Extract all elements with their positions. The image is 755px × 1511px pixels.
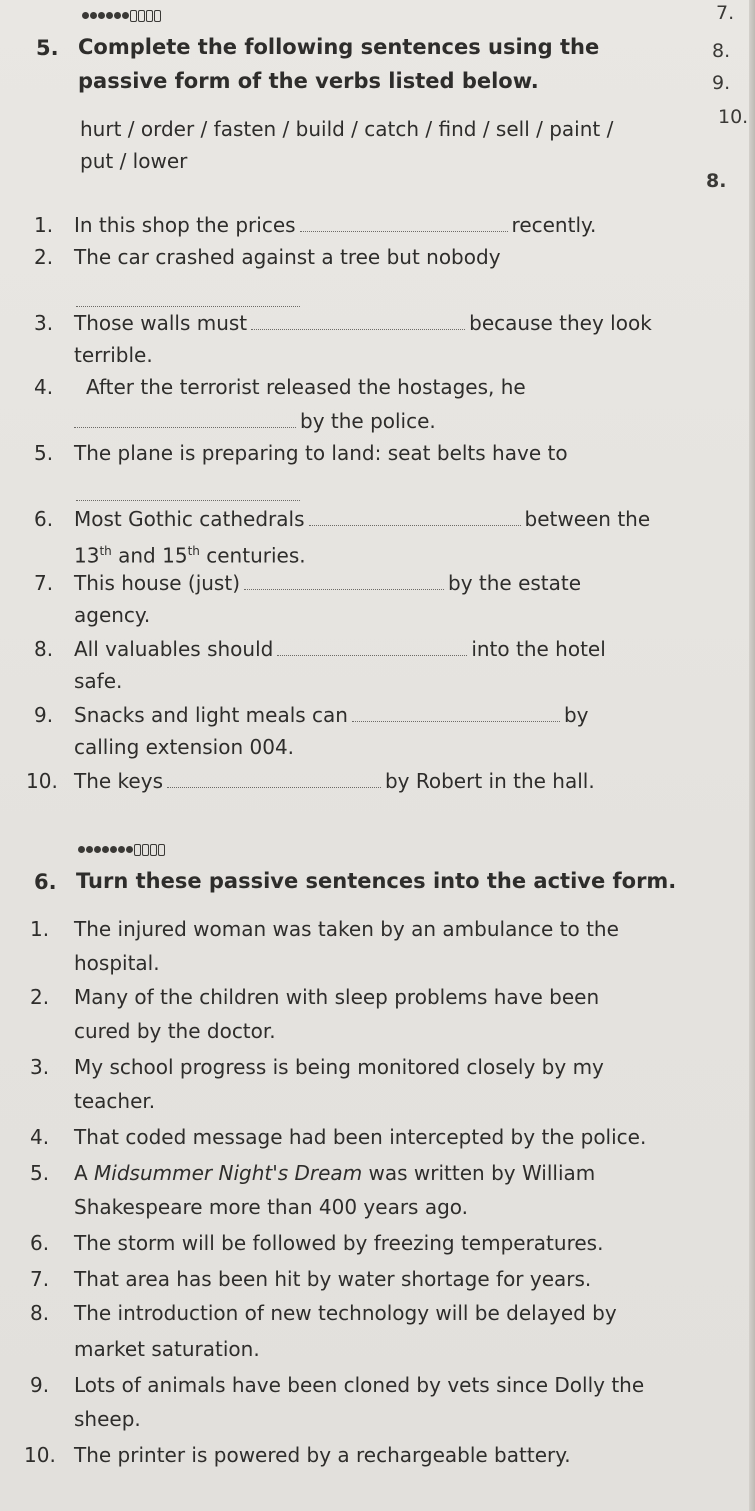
sentence: Lots of animals have been cloned by vets since Dolly the xyxy=(74,1373,645,1397)
answer-blank[interactable] xyxy=(244,588,444,590)
sentence-continued: terrible. xyxy=(74,343,153,367)
sentence: That area has been hit by water shortage for years. xyxy=(74,1267,592,1291)
sentence-continued: hospital. xyxy=(74,951,160,975)
sentence: This house (just) by the estate xyxy=(74,571,582,595)
margin-number: 8. xyxy=(706,170,727,192)
item-number: 4. xyxy=(30,1125,50,1149)
answer-blank[interactable] xyxy=(352,720,560,722)
margin-number: 9. xyxy=(712,72,731,94)
verb-list: put / lower xyxy=(80,149,188,173)
item-number: 6. xyxy=(34,507,54,531)
item-number: 4. xyxy=(34,375,54,399)
exercise-title: Turn these passive sentences into the active form. xyxy=(76,869,677,893)
sentence: After the terrorist released the hostages, he xyxy=(86,375,526,399)
sentence: Those walls must because they look xyxy=(74,311,652,335)
item-number: 2. xyxy=(34,245,54,269)
answer-blank[interactable] xyxy=(277,654,467,656)
margin-number: 10. xyxy=(718,106,749,128)
sentence: Snacks and light meals can by xyxy=(74,703,589,727)
sentence: The printer is powered by a rechargeable battery. xyxy=(74,1443,571,1467)
sentence-continued: Shakespeare more than 400 years ago. xyxy=(74,1195,469,1219)
difficulty-indicator xyxy=(78,842,166,856)
sentence-continued: calling extension 004. xyxy=(74,735,295,759)
item-number: 3. xyxy=(34,311,54,335)
verb-list: hurt / order / fasten / build / catch / find / sell / paint / xyxy=(80,117,614,141)
sentence: Many of the children with sleep problems have been xyxy=(74,985,600,1009)
exercise-number: 6. xyxy=(34,870,57,894)
sentence: My school progress is being monitored closely by my xyxy=(74,1055,604,1079)
sentence: The injured woman was taken by an ambulance to the xyxy=(74,917,619,941)
item-number: 1. xyxy=(34,213,54,237)
answer-blank[interactable] xyxy=(167,786,381,788)
sentence: The keys by Robert in the hall. xyxy=(74,769,595,793)
sentence: The introduction of new technology will be delayed by xyxy=(74,1301,617,1325)
item-number: 10. xyxy=(26,769,58,793)
sentence-continued: by the police. xyxy=(74,404,436,438)
difficulty-indicator xyxy=(82,8,162,22)
item-number: 7. xyxy=(34,571,54,595)
item-number: 6. xyxy=(30,1231,50,1255)
sentence: Most Gothic cathedrals between the xyxy=(74,507,651,531)
sentence: The storm will be followed by freezing temperatures. xyxy=(74,1231,604,1255)
answer-blank[interactable] xyxy=(309,524,521,526)
sentence: All valuables should into the hotel xyxy=(74,637,606,661)
sentence: In this shop the prices recently. xyxy=(74,213,597,237)
item-number: 9. xyxy=(30,1373,50,1397)
answer-blank[interactable] xyxy=(300,230,508,232)
item-number: 5. xyxy=(30,1161,50,1185)
item-number: 8. xyxy=(30,1301,50,1325)
item-number: 2. xyxy=(30,985,50,1009)
sentence-continued: cured by the doctor. xyxy=(74,1019,276,1043)
item-number: 8. xyxy=(34,637,54,661)
sentence-continued: market saturation. xyxy=(74,1337,260,1361)
answer-blank[interactable] xyxy=(251,328,465,330)
exercise-number: 5. xyxy=(36,36,59,60)
item-number: 3. xyxy=(30,1055,50,1079)
answer-blank[interactable] xyxy=(74,426,296,428)
sentence: The plane is preparing to land: seat belts have to xyxy=(74,441,568,465)
sentence-continued: safe. xyxy=(74,669,123,693)
sentence: That coded message had been intercepted by the police. xyxy=(74,1125,647,1149)
page-edge xyxy=(749,0,755,1511)
margin-number: 8. xyxy=(712,40,731,62)
sentence: A Midsummer Night's Dream was written by William xyxy=(74,1161,596,1185)
sentence: The car crashed against a tree but nobody xyxy=(74,245,501,269)
margin-number: 7. xyxy=(716,2,735,24)
sentence-continued: sheep. xyxy=(74,1407,141,1431)
sentence-continued: agency. xyxy=(74,603,151,627)
item-number: 9. xyxy=(34,703,54,727)
sentence-continued: 13th and 15th centuries. xyxy=(74,543,306,568)
item-number: 1. xyxy=(30,917,50,941)
item-number: 10. xyxy=(24,1443,56,1467)
sentence-continued: teacher. xyxy=(74,1089,156,1113)
exercise-title: passive form of the verbs listed below. xyxy=(78,69,539,93)
item-number: 7. xyxy=(30,1267,50,1291)
item-number: 5. xyxy=(34,441,54,465)
exercise-title: Complete the following sentences using the xyxy=(78,35,600,59)
